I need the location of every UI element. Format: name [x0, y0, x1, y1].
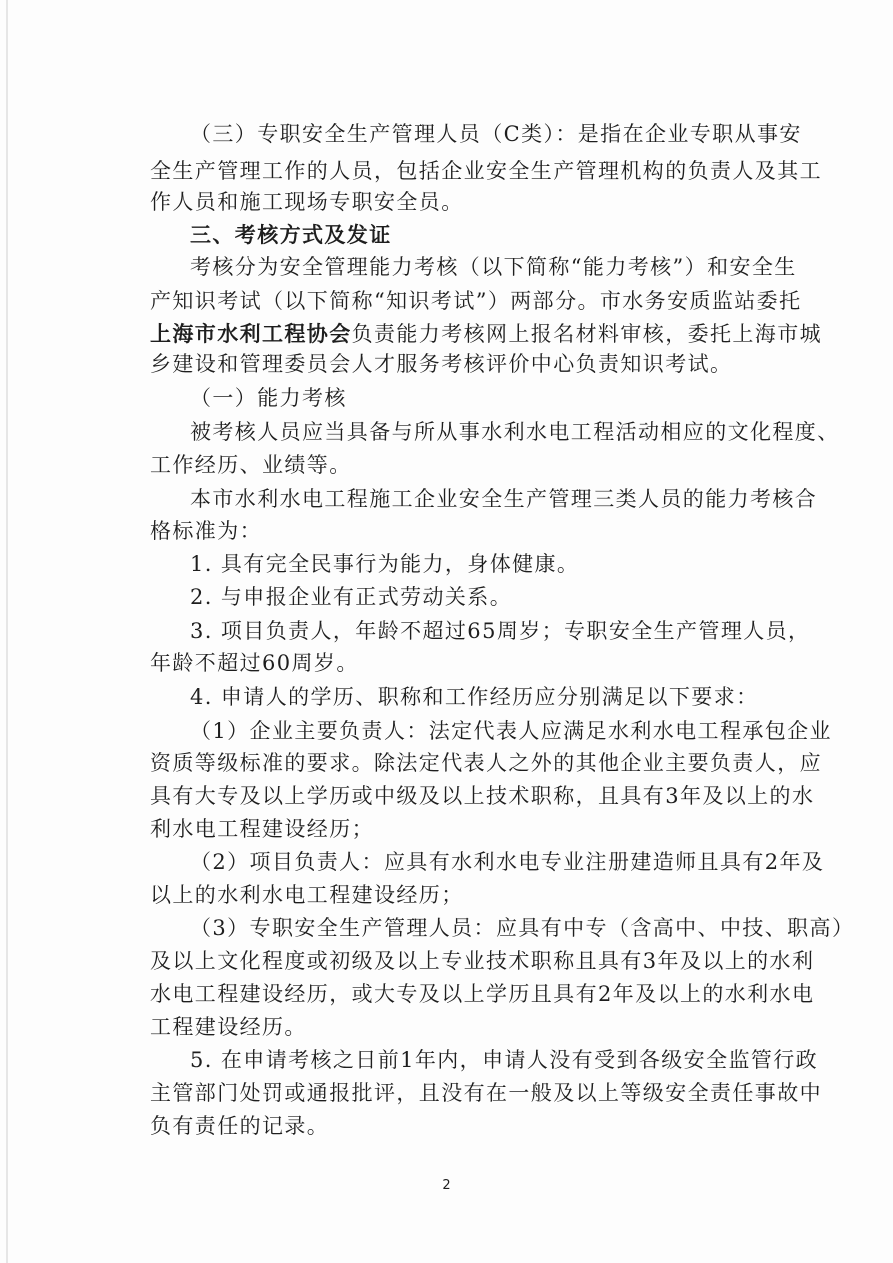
para-line: 利水电工程建设经历； — [150, 817, 374, 841]
list-item: （2）项目负责人：应具有水利水电专业注册建造师且具有2年及 — [190, 850, 825, 874]
para-line: 工程建设经历。 — [150, 1015, 307, 1039]
list-item: 4. 申请人的学历、职称和工作经历应分别满足以下要求： — [190, 685, 759, 709]
para-line — [0, 320, 893, 348]
para-line: 年龄不超过60周岁。 — [150, 651, 359, 675]
para-line: 负有责任的记录。 — [150, 1114, 330, 1138]
subsection-heading: （一）能力考核 — [190, 386, 347, 410]
para-line: 本市水利水电工程施工企业安全生产管理三类人员的能力考核合 — [190, 487, 818, 511]
para-text: 负责能力考核网上报名材料审核，委托上海市城 — [351, 322, 823, 346]
section-heading: 三、考核方式及发证 — [190, 222, 392, 247]
para-line: 考核分为安全管理能力考核（以下简称“能力考核”）和安全生 — [190, 255, 797, 279]
list-item: 2. 与申报企业有正式劳动关系。 — [190, 585, 513, 609]
para-line: 乡建设和管理委员会人才服务考核评价中心负责知识考试。 — [150, 352, 733, 376]
page-number: 2 — [442, 1178, 451, 1193]
para-line: 主管部门处罚或通报批评，且没有在一般及以上等级安全责任事故中 — [150, 1081, 822, 1105]
para-line: 及以上文化程度或初级及以上专业技术职称且具有3年及以上的水利 — [150, 949, 815, 973]
para-line: 产知识考试（以下简称“知识考试”）两部分。市水务安质监站委托 — [150, 289, 802, 313]
list-item: 5. 在申请考核之日前1年内，申请人没有受到各级安全监管行政 — [190, 1048, 819, 1072]
para-line: 水电工程建设经历，或大专及以上学历且具有2年及以上的水利水电 — [150, 982, 815, 1006]
list-item: （3）专职安全生产管理人员：应具有中专（含高中、中技、职高） — [190, 916, 855, 940]
list-item: 1. 具有完全民事行为能力，身体健康。 — [190, 552, 580, 576]
list-item: （1）企业主要负责人：法定代表人应满足水利水电工程承包企业 — [190, 719, 832, 743]
para-line: 工作经历、业绩等。 — [150, 453, 352, 477]
para-line: 具有大专及以上学历或中级及以上技术职称，且具有3年及以上的水 — [150, 784, 815, 808]
bold-org-name: 上海市水利工程协会 — [150, 321, 352, 346]
para-line: （三）专职安全生产管理人员（C类）：是指在企业专职从事安 — [190, 122, 802, 146]
para-line: 资质等级标准的要求。除法定代表人之外的其他企业主要负责人，应 — [150, 751, 822, 775]
para-line: 全生产管理工作的人员，包括企业安全生产管理机构的负责人及其工 — [150, 159, 822, 183]
list-item: 3. 项目负责人，年龄不超过65周岁；专职安全生产管理人员， — [190, 619, 811, 643]
para-line: 被考核人员应当具备与所从事水利水电工程活动相应的文化程度、 — [190, 420, 840, 444]
para-line: 作人员和施工现场专职安全员。 — [150, 190, 464, 214]
para-line: 格标准为： — [150, 519, 262, 543]
para-line: 以上的水利水电工程建设经历； — [150, 883, 464, 907]
